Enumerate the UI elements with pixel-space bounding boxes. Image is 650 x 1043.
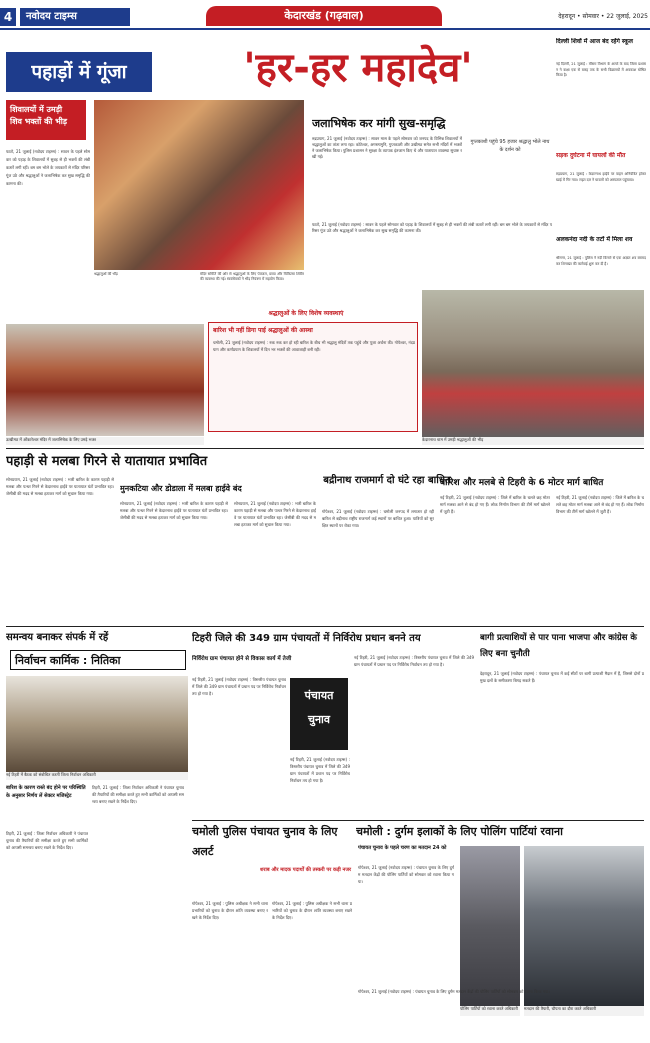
polling-photo-1 [460,846,520,1006]
row4-story2-body-b: गोपेश्वर, 21 जुलाई (नवोदय टाइम्स) : पंचायत चुनाव के लिए दुर्गम मतदान केंद्रों की पोलिंग पार्टियों को सोमवार को रवाना किया गया। [358,989,550,994]
side-kicker [6,100,86,140]
lead-headline: 'हर-हर महादेव' [243,45,473,91]
polling-caption-2: मतदान की तैयारी, चौपता का दौरा करते अधिकारी [524,1006,644,1016]
row4-story2-headline: चमोली : दुर्गम इलाकों के लिए पोलिंग पार्टियां रवाना [356,825,563,838]
row4-rule [192,820,644,821]
row2-story1-subhead: मुनकटिया और डोडाला में मलबा हाईवे बंद [120,484,242,493]
sub-body: रुद्रप्रयाग, 21 जुलाई (नवोदय टाइम्स) : सावन मास के पहले सोमवार को जनपद के विभिन्न शिवालयों में श्रद्धालुओं का तांता लगा रहा। कोटेश्वर, अगस्त्यमुनि, गुप्तकाशी और उखीमठ समेत सभी मंदिरों में भक्तों ने जलाभिषेक किया। पुलिस प्रशासन ने सुरक्षा के व्यापक इंतजाम किए थे और यातायात व्यवस्था सुचारु रखी गई। [312,136,462,159]
row3-story1-body-b: टिहरी, 21 जुलाई : जिला निर्वाचन अधिकारी ने पंचायत चुनाव की तैयारियों की समीक्षा करते हुए सभी कार्मिकों को आपसी समन्वय बनाए रखने के निर्देश दिए। [92,785,184,804]
kedarnath-photo [422,290,644,438]
logo-line-1: पंचायत [304,689,334,702]
row4-story2-subhead: पंचायत चुनाव के पहले चरण का मतदान 24 को [358,845,447,851]
row2-story1-body-c: सोनप्रयाग, 21 जुलाई (नवोदय टाइम्स) : भारी बारिश के कारण पहाड़ी से मलबा और पत्थर गिरने से केदारनाथ हाईवे पर यातायात घंटों प्रभावित रहा। जेसीबी की मदद से मलबा हटाकर मार्ग को सुचारु किया गया। [234,501,316,527]
paper-name: नवोदय टाइम्स [20,8,130,26]
lead-photo-crowd [94,100,304,270]
meeting-photo [6,676,188,772]
polling-caption-1: पोलिंग पार्टियों को रवाना करते अधिकारी [460,1006,520,1016]
photo-caption-right: मंदिर समिति की ओर से श्रद्धालुओं के लिए पेयजल, छाया और चिकित्सा शिविर की व्यवस्था की गई। स्वयंसेवकों ने भीड़ नियंत्रण में सहयोग किया। [200,272,304,281]
page-number: 4 [0,8,16,26]
sub-headline: जलाभिषेक कर मांगी सुख-समृद्धि [312,117,446,130]
photo-caption-left: श्रद्धालुओं की भीड़ [94,272,118,276]
sub-body-continued: फाटो, 21 जुलाई (नवोदय टाइम्स) : सावन के पहले सोमवार को पहाड़ के शिवालयों में सुबह से ही भक्तों की लंबी कतारें लगी रहीं। बम बम भोले के जयकारों से मंदिर परिसर गूंज उठे और श्रद्धालुओं ने जलाभिषेक कर सुख समृद्धि की कामना की। [312,222,552,233]
sidebar-headline-3: अलकनंदा नदी के तटों में मिला शव [556,236,633,243]
kedarnath-caption: केदारनाथ धाम में उमड़ी श्रद्धालुओं की भीड़ [422,437,644,445]
row3-story1-body: टिहरी, 21 जुलाई : जिला निर्वाचन अधिकारी ने पंचायत चुनाव की तैयारियों की समीक्षा करते हुए सभी कार्मिकों को आपसी समन्वय बनाए रखने के निर्देश दिए। [6,831,88,850]
sidebar-body-3: श्रीनगर, 21 जुलाई : पुलिस ने नदी किनारे से एक अज्ञात शव बरामद कर शिनाख्त की कार्रवाई शुरू कर दी है। [556,256,646,266]
box2 [208,322,418,432]
row2-story1-body-b: सोनप्रयाग, 21 जुलाई (नवोदय टाइम्स) : भारी बारिश के कारण पहाड़ी से मलबा और पत्थर गिरने से केदारनाथ हाईवे पर यातायात घंटों प्रभावित रहा। जेसीबी की मदद से मलबा हटाकर मार्ग को सुचारु किया गया। [120,501,228,520]
row3-story2-body-c: नई टिहरी, 21 जुलाई (नवोदय टाइम्स) : त्रिस्तरीय पंचायत चुनाव में जिले की 349 ग्राम पंचायतों में प्रधान पद पर निर्विरोध निर्वाचन तय हो गया है। [354,655,474,667]
row4-story1-headline: चमोली पुलिस पंचायत चुनाव के लिए अलर्ट [192,825,338,858]
sidebar-body-1: नई दिल्ली, 21 जुलाई : मौसम विभाग के अलर्ट के बाद जिला प्रशासन ने कक्षा एक से बारह तक के सभी विद्यालयों में अवकाश घोषित किया है। [556,62,646,77]
row3-rule [6,626,644,627]
row2-story1-headline: पहाड़ी से मलबा गिरने से यातायात प्रभावित [6,454,208,469]
sidebar [556,38,646,288]
row4-story1-subhead: शराब और मादक पदार्थों की तस्करी पर कड़ी नजर [260,867,352,873]
panchayat-chunav-logo [290,678,348,750]
row3-story1-headline: समन्वय बनाकर संपर्क में रहें [6,632,109,643]
row3-story2-subhead: निर्विरोध ग्राम पंचायत होने से विकास कार्य में तेजी [192,656,292,662]
side-body: फाटो, 21 जुलाई (नवोदय टाइम्स) : सावन के पहले सोमवार को पहाड़ के शिवालयों में सुबह से ही भक्तों की लंबी कतारें लगी रहीं। बम बम भोले के जयकारों से मंदिर परिसर गूंज उठे और श्रद्धालुओं ने जलाभिषेक कर सुख समृद्धि की कामना की। [6,149,90,186]
row2-rule [6,448,644,449]
box1-heading: श्रद्धालुओं के लिए विशेष व्यवस्थाएं [268,310,344,317]
row3-story2-body: नई टिहरी, 21 जुलाई (नवोदय टाइम्स) : त्रिस्तरीय पंचायत चुनाव में जिले की 349 ग्राम पंचायतों में प्रधान पद पर निर्विरोध निर्वाचन तय हो गया है। [192,677,286,696]
sidebar-headline-2: सड़क दुर्घटना में घायलों की मौत [556,152,626,159]
sidebar-headline-1: दिल्ली शिवों में आज बंद रहेंगे स्कूल [556,38,633,45]
row4-story1-body-b: गोपेश्वर, 21 जुलाई : पुलिस अधीक्षक ने सभी थाना प्रभारियों को चुनाव के दौरान शांति व्यवस्था बनाए रखने के निर्देश दिए। [272,901,352,920]
row3-story3-headline: बागी प्रत्याशियों से पार पाना भाजपा और कांग्रेस के लिए बना चुनौती [480,633,637,659]
temple-photo [6,324,204,436]
masthead [0,0,650,32]
row3-story1-box: बारिश के कारण रास्ते बंद होने पर परिस्थिति के अनुसार निर्णय लें सेक्टर मजिस्ट्रेट [6,785,86,799]
row3-story2-headline: टिहरी जिले की 349 ग्राम पंचायतों में निर्विरोध प्रधान बनने तय [192,633,421,644]
row3-story3-body: देहरादून, 21 जुलाई (नवोदय टाइम्स) : पंचायत चुनाव में कई सीटों पर बागी प्रत्याशी मैदान में हैं, जिससे दोनों प्रमुख दलों के समीकरण बिगड़ सकते हैं। [480,671,644,683]
masthead-rule [0,28,650,30]
meeting-caption: नई टिहरी में बैठक को संबोधित करतीं जिला निर्वाचन अधिकारी [6,772,188,780]
polling-photo-2 [524,846,644,1006]
row2-story2-headline: बद्रीनाथ राजमार्ग दो घंटे रहा बाधित [323,475,451,486]
region-banner: केदारखंड (गढ़वाल) [206,6,442,26]
row4-story1-body: गोपेश्वर, 21 जुलाई : पुलिस अधीक्षक ने सभी थाना प्रभारियों को चुनाव के दौरान शांति व्यवस्था बनाए रखने के निर्देश दिए। [192,901,268,920]
row3-story1-subhead: निर्वाचन कार्मिक : नितिका [10,650,186,670]
row2-story3-headline: बारिश और मलबे से टिहरी के 6 मोटर मार्ग बाधित [440,478,604,488]
temple-caption: ऊखीमठ में ओंकारेश्वर मंदिर में जलाभिषेक के लिए उमड़े भक्त [6,437,204,445]
pull-quote: गुप्तकाशी पहुंचे 95 हजार श्रद्धालु भोले नाथ के दर्शन को [470,139,550,153]
row2-story3-body: नई टिहरी, 21 जुलाई (नवोदय टाइम्स) : जिले में बारिश के चलते छह मोटर मार्ग मलबा आने से बंद हो गए हैं। लोक निर्माण विभाग की टीमें मार्ग खोलने में जुटी हैं। [440,495,550,514]
date-line: देहरादून • सोमवार • 22 जुलाई, 2025 [558,13,648,20]
side-kicker-line-2: शिव भक्तों की भीड़ [10,117,68,126]
row2-story3-body-b: नई टिहरी, 21 जुलाई (नवोदय टाइम्स) : जिले में बारिश के चलते छह मोटर मार्ग मलबा आने से बंद हो गए हैं। लोक निर्माण विभाग की टीमें मार्ग खोलने में जुटी हैं। [556,495,644,514]
lead-kicker: पहाड़ों में गूंजा [6,52,152,92]
sidebar-body-2: रुद्रप्रयाग, 21 जुलाई : केदारनाथ हाईवे पर वाहन अनियंत्रित होकर खाई में गिर गया। राहत दल ने घायलों को अस्पताल पहुंचाया। [556,172,646,182]
row4-story2-body: गोपेश्वर, 21 जुलाई (नवोदय टाइम्स) : पंचायत चुनाव के लिए दुर्गम मतदान केंद्रों की पोलिंग पार्टियों को सोमवार को रवाना किया गया। [358,865,454,884]
row2-story1-body-a: सोनप्रयाग, 21 जुलाई (नवोदय टाइम्स) : भारी बारिश के कारण पहाड़ी से मलबा और पत्थर गिरने से केदारनाथ हाईवे पर यातायात घंटों प्रभावित रहा। जेसीबी की मदद से मलबा हटाकर मार्ग को सुचारु किया गया। [6,477,114,496]
row3-story2-body-b: नई टिहरी, 21 जुलाई (नवोदय टाइम्स) : त्रिस्तरीय पंचायत चुनाव में जिले की 349 ग्राम पंचायतों में प्रधान पद पर निर्विरोध निर्वाचन तय हो गया है। [290,757,350,783]
row2-story2-body: गोपेश्वर, 21 जुलाई (नवोदय टाइम्स) : चमोली जनपद में लगातार हो रही बारिश से बद्रीनाथ राष्ट्रीय राजमार्ग कई स्थानों पर बाधित हुआ। यात्रियों को सुरक्षित स्थानों पर रोका गया। [322,509,434,528]
box2-heading: बारिश भी नहीं डिगा पाई श्रद्धालुओं की आस्था [213,327,313,334]
logo-line-2: चुनाव [307,713,331,726]
side-kicker-line-1: शिवालयों में उमड़ी [10,105,63,114]
box2-body: चमोली, 21 जुलाई (नवोदय टाइम्स) : रुक रुक कर हो रही बारिश के बीच भी श्रद्धालु मंदिरों तक पहुंचे और पूजा अर्चना की। गोपेश्वर, नंदप्रयाग और कर्णप्रयाग के शिवालयों में दिन भर भक्तों की आवाजाही बनी रही। [213,340,415,352]
